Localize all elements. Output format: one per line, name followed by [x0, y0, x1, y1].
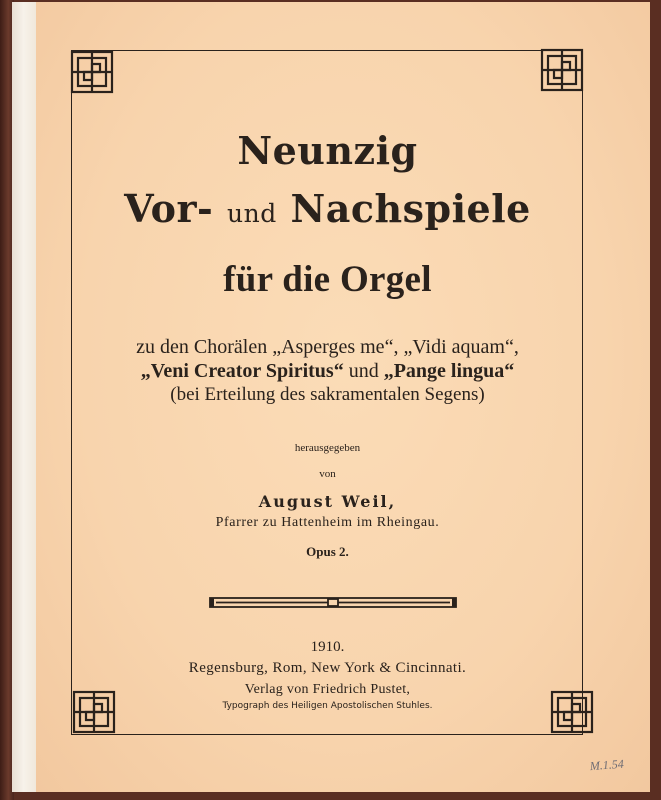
- page-gutter: [12, 2, 38, 792]
- divider-ornament: [208, 594, 458, 612]
- shelfmark: M.1.54: [589, 756, 625, 774]
- edited-label: herausgegeben: [294, 442, 361, 454]
- imprint-publisher: Verlag von Friedrich Pustet,: [244, 682, 411, 697]
- title-line-1: Neunzig: [237, 128, 418, 173]
- title-line-2: [70, 186, 585, 231]
- subtitle-line-3: (bei Erteilung des sakramentalen Segens): [170, 384, 485, 405]
- by-label: von: [319, 468, 336, 480]
- subtitle-line-2: [70, 360, 585, 383]
- imprint-cities: Regensburg, Rom, New York & Cincinnati.: [188, 660, 467, 676]
- subtitle-veni-creator: „Veni Creator Spiritus“: [140, 360, 344, 382]
- opus-number: Opus 2.: [306, 544, 349, 559]
- corner-ornament-top-left: [70, 50, 114, 94]
- imprint-typographer: Typograph des Heiligen Apostolischen Stuhles.: [222, 701, 433, 711]
- subtitle-und: und: [348, 360, 379, 382]
- subtitle-line-1: zu den Chorälen „Asperges me“, „Vidi aquam“,: [136, 336, 519, 358]
- title-und: und: [227, 199, 277, 228]
- subtitle-pange-lingua: „Pange lingua“: [383, 360, 515, 382]
- title-nachspiele: Nachspiele: [290, 186, 531, 231]
- author-role: Pfarrer zu Hattenheim im Rheingau.: [215, 515, 440, 530]
- title-line-3: für die Orgel: [223, 259, 432, 300]
- title-vor: Vor-: [124, 186, 214, 231]
- imprint-year: 1910.: [310, 639, 345, 655]
- corner-ornament-top-right: [540, 48, 584, 92]
- author-name: August Weil,: [258, 492, 397, 511]
